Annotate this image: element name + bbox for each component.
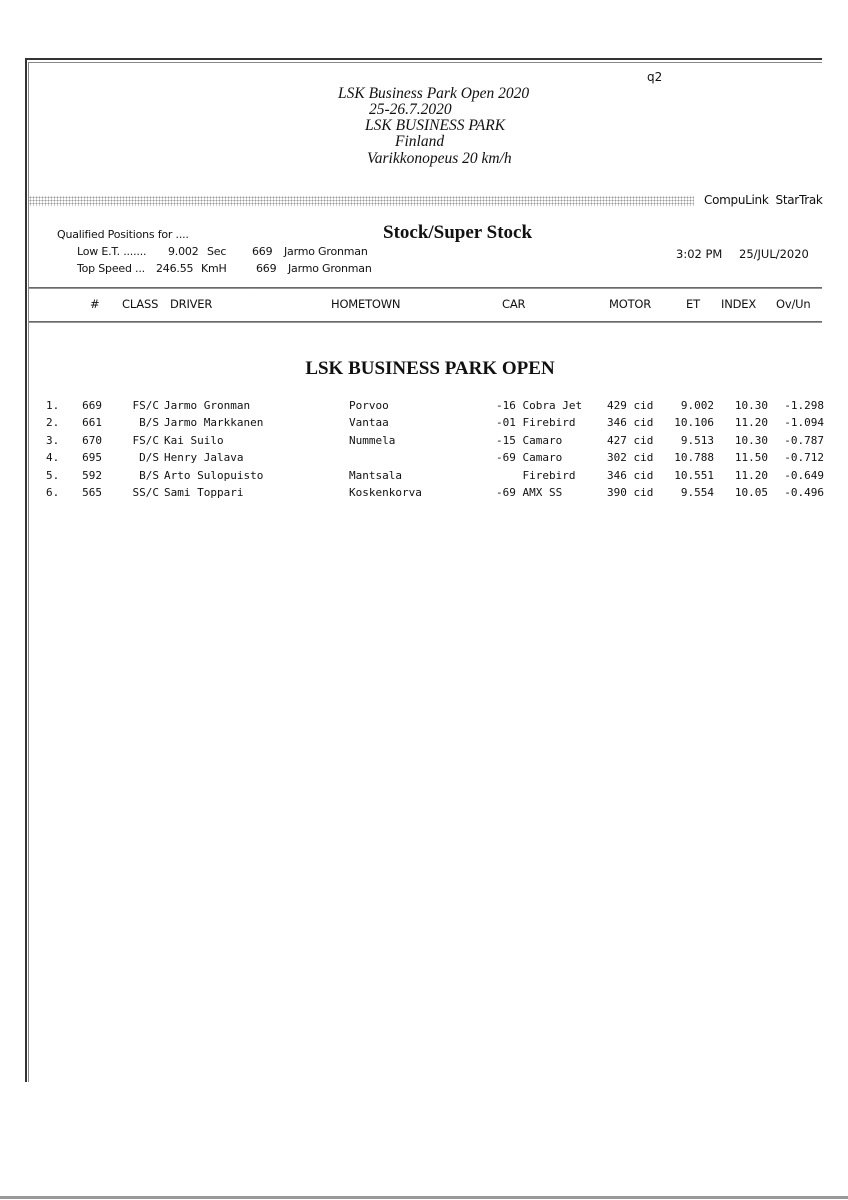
cell-number: 669	[82, 399, 102, 412]
cell-et: 9.002	[680, 399, 714, 412]
table-row	[0, 416, 848, 433]
col-header-index: INDEX	[721, 297, 756, 311]
cell-motor: 429 cid	[607, 399, 654, 412]
cell-driver: Henry Jalava	[164, 451, 244, 465]
cell-hometown: Porvoo	[349, 399, 389, 412]
cell-car: -69 Camaro	[496, 451, 563, 465]
cell-index: 10.05	[734, 486, 768, 499]
cell-driver: Jarmo Gronman	[164, 399, 251, 412]
cell-hometown: Mantsala	[349, 468, 402, 482]
cell-hometown: Nummela	[349, 433, 396, 447]
table-row	[0, 451, 848, 468]
top-speed-unit: KmH	[201, 262, 227, 275]
cell-index: 10.30	[734, 433, 768, 447]
top-speed-value: 246.55	[156, 262, 194, 275]
page-bottom-edge	[0, 1196, 848, 1199]
report-date: 25/JUL/2020	[739, 247, 809, 261]
low-et-driver: Jarmo Gronman	[284, 245, 368, 258]
header-rule-bottom	[29, 321, 822, 323]
cell-car: -01 Firebird	[496, 416, 576, 430]
cell-position: 2.	[46, 416, 60, 430]
cell-ovun: -0.649	[784, 468, 824, 482]
cell-motor: 346 cid	[607, 468, 654, 482]
report-time: 3:02 PM	[676, 247, 723, 261]
class-title: Stock/Super Stock	[383, 222, 533, 243]
col-header-class: CLASS	[122, 297, 159, 311]
cell-ovun: -1.094	[784, 416, 824, 430]
cell-position: 6.	[46, 486, 60, 499]
low-et-value: 9.002	[168, 245, 199, 258]
cell-driver: Kai Suilo	[164, 433, 224, 447]
cell-position: 4.	[46, 451, 60, 465]
cell-hometown: Koskenkorva	[349, 486, 422, 499]
low-et-unit: Sec	[207, 245, 227, 258]
cell-ovun: -1.298	[784, 399, 824, 412]
cell-et: 10.106	[674, 416, 714, 430]
cell-motor: 427 cid	[607, 433, 654, 447]
cell-index: 11.50	[734, 451, 768, 465]
cell-number: 670	[82, 433, 102, 447]
frame-left-border-inner	[28, 62, 29, 1082]
cell-car: -16 Cobra Jet	[496, 399, 583, 412]
table-row	[0, 469, 848, 486]
cell-motor: 390 cid	[607, 486, 654, 499]
cell-car: Firebird	[496, 468, 576, 482]
cell-class: FS/C	[132, 399, 159, 412]
table-row	[0, 399, 848, 416]
cell-index: 10.30	[734, 399, 768, 412]
col-header-motor: MOTOR	[609, 297, 652, 311]
cell-et: 10.551	[674, 468, 714, 482]
frame-top-border-inner	[28, 62, 822, 63]
cell-driver: Sami Toppari	[164, 486, 244, 499]
cell-position: 5.	[46, 468, 60, 482]
top-speed-number: 669	[256, 262, 277, 275]
cell-hometown: Vantaa	[349, 416, 389, 430]
cell-number: 695	[82, 451, 102, 465]
cell-number: 565	[82, 486, 102, 499]
cell-motor: 302 cid	[607, 451, 654, 465]
cell-class: D/S	[139, 451, 159, 465]
table-row	[0, 434, 848, 451]
cell-et: 10.788	[674, 451, 714, 465]
cell-driver: Arto Sulopuisto	[164, 468, 264, 482]
top-speed-driver: Jarmo Gronman	[288, 262, 372, 275]
col-header-ovun: Ov/Un	[776, 297, 811, 311]
event-title: LSK BUSINESS PARK OPEN	[305, 358, 555, 379]
cell-ovun: -0.787	[784, 433, 824, 447]
dotted-band	[29, 196, 694, 206]
col-header-hometown: HOMETOWN	[331, 297, 401, 311]
col-header-et: ET	[686, 297, 700, 311]
cell-position: 3.	[46, 433, 60, 447]
low-et-number: 669	[252, 245, 273, 258]
top-speed-label: Top Speed ...	[77, 262, 145, 275]
cell-position: 1.	[46, 399, 60, 412]
frame-left-border	[25, 58, 27, 1082]
header-rule-top	[29, 287, 822, 289]
cell-class: B/S	[139, 468, 159, 482]
frame-top-border	[25, 58, 822, 60]
cell-ovun: -0.496	[784, 486, 824, 499]
header-line-venue: LSK BUSINESS PARK	[365, 117, 506, 134]
cell-class: FS/C	[132, 433, 159, 447]
low-et-label: Low E.T. .......	[77, 245, 147, 258]
header-line-country: Finland	[395, 133, 445, 150]
cell-et: 9.513	[680, 433, 714, 447]
table-row	[0, 486, 848, 503]
cell-ovun: -0.712	[784, 451, 824, 465]
header-line-title: LSK Business Park Open 2020	[338, 85, 530, 102]
page-code: q2	[647, 70, 663, 84]
cell-index: 11.20	[734, 416, 768, 430]
cell-index: 11.20	[734, 468, 768, 482]
brand-label: CompuLink StarTrak	[704, 193, 823, 207]
cell-motor: 346 cid	[607, 416, 654, 430]
header-line-dates: 25-26.7.2020	[369, 101, 452, 118]
cell-et: 9.554	[680, 486, 714, 499]
cell-car: -69 AMX SS	[496, 486, 563, 499]
cell-driver: Jarmo Markkanen	[164, 416, 264, 430]
cell-number: 661	[82, 416, 102, 430]
header-line-pit-speed: Varikkonopeus 20 km/h	[367, 150, 512, 167]
cell-class: SS/C	[132, 486, 159, 499]
cell-car: -15 Camaro	[496, 433, 563, 447]
cell-class: B/S	[139, 416, 159, 430]
col-header-driver: DRIVER	[170, 297, 213, 311]
qualified-label: Qualified Positions for ....	[57, 228, 189, 241]
col-header-car: CAR	[502, 297, 526, 311]
cell-number: 592	[82, 468, 102, 482]
col-header-num: #	[90, 297, 100, 311]
